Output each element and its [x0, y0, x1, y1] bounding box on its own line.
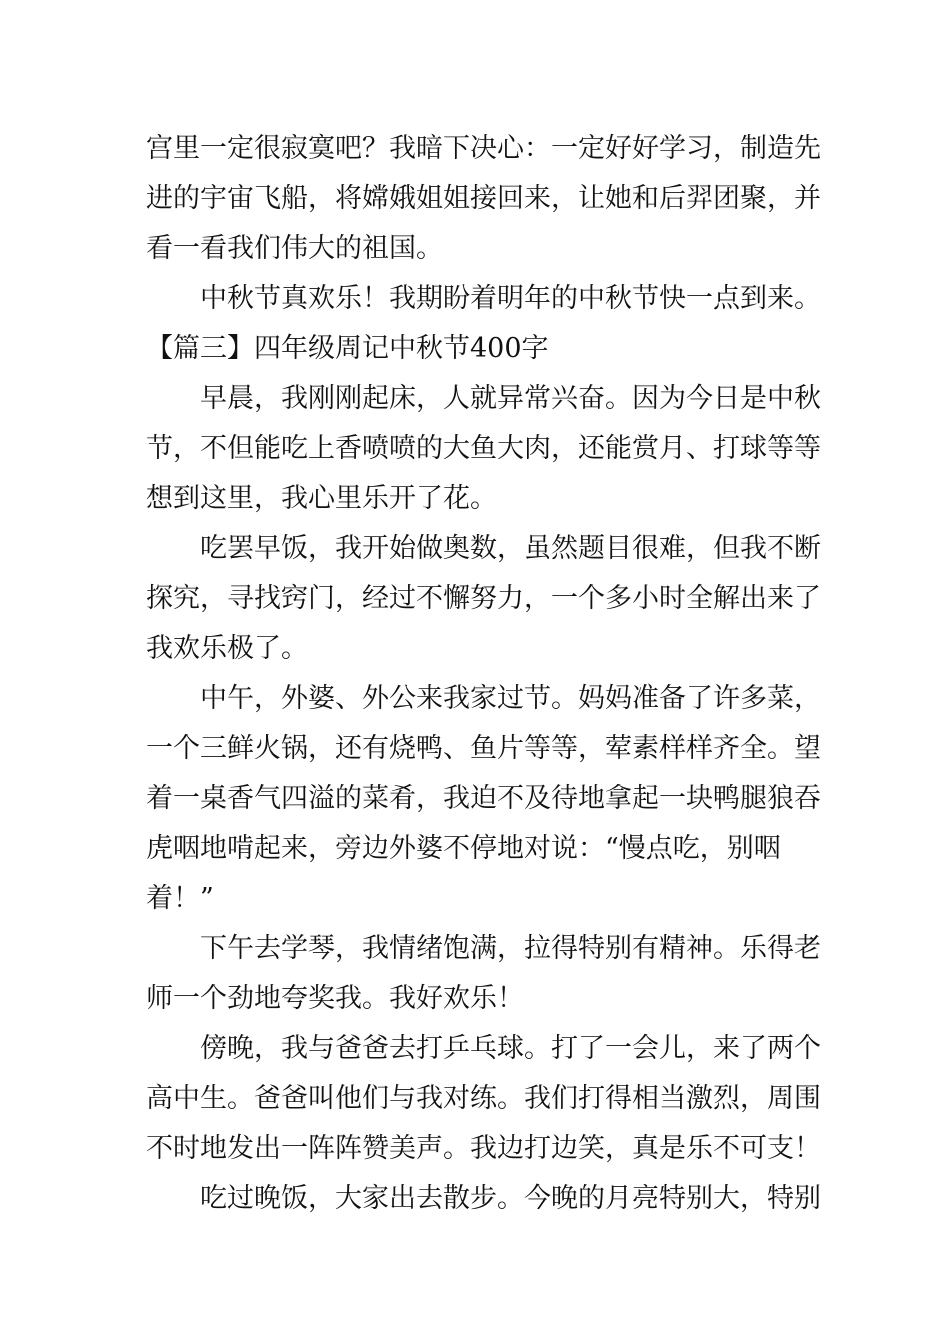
text-line: 想到这里，我心里乐开了花。	[146, 483, 497, 514]
text-line: 吃罢早饭，我开始做奥数，虽然题目很难，但我不断	[200, 533, 821, 564]
text-line: 我欢乐极了。	[146, 633, 308, 664]
text-line: 着一桌香气四溢的菜肴，我迫不及待地拿起一块鸭腿狼吞	[146, 783, 821, 814]
text-line: 看一看我们伟大的祖国。	[146, 233, 443, 264]
text-line: 早晨，我刚刚起床，人就异常兴奋。因为今日是中秋	[200, 383, 821, 414]
text-line: 不时地发出一阵阵赞美声。我边打边笑，真是乐不可支！	[146, 1133, 821, 1164]
text-line: 着！”	[146, 883, 214, 914]
text-line: 中秋节真欢乐！我期盼着明年的中秋节快一点到来。	[200, 283, 821, 314]
text-line: 进的宇宙飞船，将嫦娥姐姐接回来，让她和后羿团聚，并	[146, 183, 821, 214]
text-line: 高中生。爸爸叫他们与我对练。我们打得相当激烈，周围	[146, 1083, 821, 1114]
text-line: 一个三鲜火锅，还有烧鸭、鱼片等等，荤素样样齐全。望	[146, 733, 821, 764]
text-line: 傍晚，我与爸爸去打乒乓球。打了一会儿，来了两个	[200, 1033, 821, 1064]
text-line: 宫里一定很寂寞吧？我暗下决心：一定好好学习，制造先	[146, 133, 821, 164]
text-line: 下午去学琴，我情绪饱满，拉得特别有精神。乐得老	[200, 933, 821, 964]
text-line: 节，不但能吃上香喷喷的大鱼大肉，还能赏月、打球等等	[146, 433, 821, 464]
text-line: 中午，外婆、外公来我家过节。妈妈准备了许多菜，	[200, 683, 821, 714]
section-heading: 【篇三】四年级周记中秋节400字	[146, 333, 549, 364]
text-line: 探究，寻找窍门，经过不懈努力，一个多小时全解出来了	[146, 583, 821, 614]
text-line: 师一个劲地夸奖我。我好欢乐！	[146, 983, 524, 1014]
text-line: 虎咽地啃起来，旁边外婆不停地对说：“慢点吃，别咽	[146, 833, 781, 864]
text-line: 吃过晚饭，大家出去散步。今晚的月亮特别大，特别	[200, 1183, 821, 1214]
